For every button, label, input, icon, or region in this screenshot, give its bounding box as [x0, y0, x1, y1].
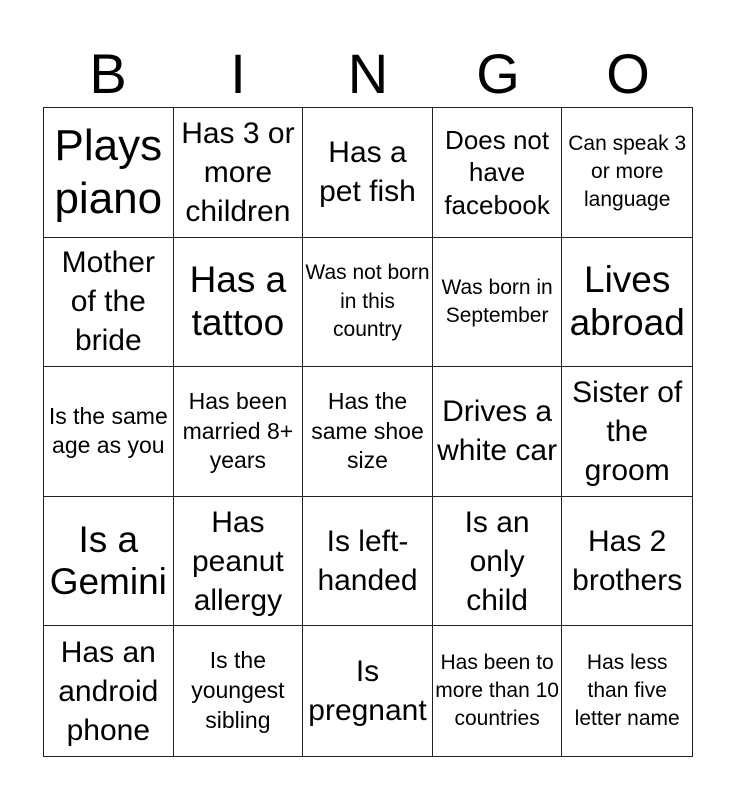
cell-text: Is the same age as you — [48, 402, 168, 459]
cell-text: Was not born in this country — [305, 261, 430, 342]
cell-text: Drives a white car — [437, 395, 558, 468]
cell-text: Has a pet fish — [319, 136, 416, 209]
cell-text: Is the youngest sibling — [191, 647, 285, 734]
bingo-cell-r5c4[interactable] — [433, 626, 563, 756]
bingo-cell-r3c1[interactable] — [44, 367, 174, 497]
cell-text: Has less than five letter name — [574, 650, 680, 731]
bingo-cell-r5c3[interactable] — [303, 626, 433, 756]
header-letter-o: O — [606, 42, 650, 105]
cell-text: Has the same shoe size — [311, 387, 424, 474]
bingo-cell-r2c4[interactable] — [433, 238, 563, 368]
header-letter-n: N — [347, 42, 389, 105]
cell-text: Has 3 or more children — [181, 116, 295, 228]
bingo-cell-r4c1[interactable] — [44, 497, 174, 627]
bingo-cell-r4c4[interactable] — [433, 497, 563, 627]
cell-text: Is left-handed — [317, 525, 418, 598]
bingo-cell-r1c1[interactable] — [44, 108, 174, 238]
cell-text: Is a Gemini — [49, 518, 167, 603]
bingo-cell-r4c3[interactable] — [303, 497, 433, 627]
cell-text: Sister of the groom — [572, 375, 683, 487]
cell-text: Has peanut allergy — [192, 505, 284, 617]
bingo-cell-r5c1[interactable] — [44, 626, 174, 756]
bingo-grid — [43, 107, 693, 757]
bingo-cell-r2c5[interactable] — [562, 238, 692, 368]
bingo-cell-r4c5[interactable] — [562, 497, 692, 627]
cell-text: Has 2 brothers — [572, 525, 683, 598]
cell-text: Was born in September — [441, 275, 553, 327]
cell-text: Has been to more than 10 countries — [435, 650, 559, 731]
cell-text: Has an android phone — [58, 635, 159, 747]
cell-text: Is an only child — [464, 505, 530, 617]
cell-text: Mother of the bride — [61, 246, 155, 358]
bingo-cell-r1c2[interactable] — [174, 108, 304, 238]
bingo-cell-r3c4[interactable] — [433, 367, 563, 497]
cell-text: Can speak 3 or more language — [568, 131, 687, 212]
bingo-cell-r1c4[interactable] — [433, 108, 563, 238]
cell-text: Lives abroad — [569, 259, 685, 343]
cell-text: Has been married 8+ years — [182, 387, 294, 474]
bingo-cell-r3c2[interactable] — [174, 367, 304, 497]
cell-text: Does not have facebook — [444, 124, 550, 220]
header-letter-g: G — [476, 42, 520, 105]
bingo-cell-r2c1[interactable] — [44, 238, 174, 368]
bingo-cell-r3c5[interactable] — [562, 367, 692, 497]
bingo-cell-r5c5[interactable] — [562, 626, 692, 756]
bingo-cell-r2c2[interactable] — [174, 238, 304, 368]
header-letter-b: B — [89, 42, 127, 105]
header-letter-i: I — [230, 42, 246, 105]
cell-text: Has a tattoo — [189, 259, 287, 343]
bingo-cell-r5c2[interactable] — [174, 626, 304, 756]
bingo-header — [43, 40, 693, 108]
cell-text: Plays piano — [54, 120, 163, 224]
cell-text: Is pregnant — [308, 655, 427, 728]
bingo-cell-r2c3[interactable] — [303, 238, 433, 368]
bingo-cell-r1c5[interactable] — [562, 108, 692, 238]
bingo-cell-r4c2[interactable] — [174, 497, 304, 627]
bingo-cell-r3c3[interactable] — [303, 367, 433, 497]
bingo-cell-r1c3[interactable] — [303, 108, 433, 238]
